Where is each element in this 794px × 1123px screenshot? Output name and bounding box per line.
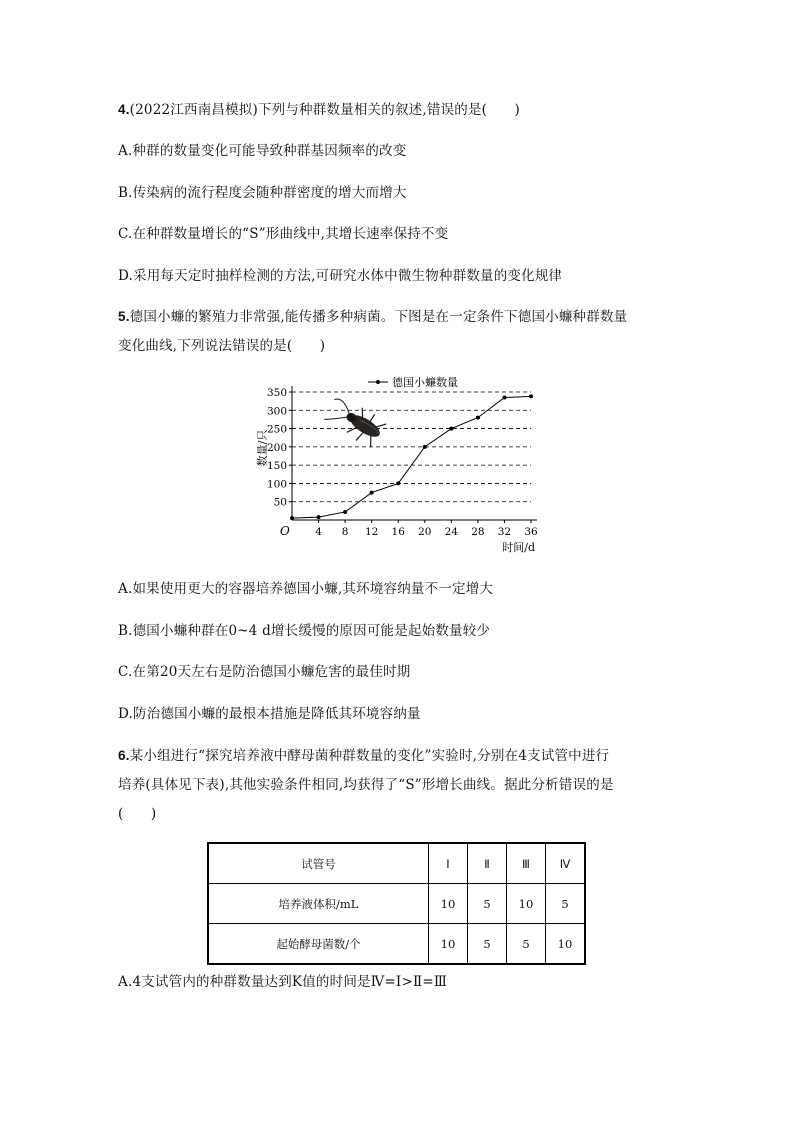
data-point <box>317 515 321 519</box>
y-tick-label: 50 <box>273 496 287 509</box>
chart-x-label: 时间/d <box>502 541 535 554</box>
table-cell: 5 <box>546 884 586 924</box>
legend-label: 德国小蠊数量 <box>392 376 458 389</box>
data-point <box>529 394 533 398</box>
q5-option-c: C.在第20天左右是防治德国小蠊危害的最佳时期 <box>118 664 411 680</box>
table-row <box>208 924 585 965</box>
q6-stem-line1 <box>118 744 609 764</box>
data-point <box>423 445 427 449</box>
q4-stem-line <box>118 98 520 118</box>
q5-option-b: B.德国小蠊种群在0~4 d增长缓慢的原因可能是起始数量较少 <box>118 623 491 639</box>
x-tick-label: 12 <box>364 526 379 538</box>
series-line <box>292 396 531 518</box>
q4-option-b: B.传染病的流行程度会随种群密度的增大而增大 <box>118 185 407 201</box>
q4-number: 4. <box>118 102 130 117</box>
q4-stem: (2022江西南昌模拟)下列与种群数量相关的叙述,错误的是( ) <box>129 102 520 118</box>
q5-number: 5. <box>118 309 130 324</box>
q4-option-a: A.种群的数量变化可能导致种群基因频率的改变 <box>118 143 407 159</box>
experiment-table <box>207 842 586 965</box>
table-header-cell: Ⅰ <box>429 843 468 884</box>
cockroach-image <box>322 392 387 449</box>
q4-option-d: D.采用每天定时抽样检测的方法,可研究水体中微生物种群数量的变化规律 <box>118 268 563 284</box>
q5-option-d: D.防治德国小蠊的最根本措施是降低其环境容纳量 <box>118 706 421 722</box>
q6-stem-line2: 培养(具体见下表),其他实验条件相同,均获得了“S”形增长曲线。据此分析错误的是 <box>118 777 614 793</box>
q5-stem-line2: 变化曲线,下列说法错误的是( ) <box>118 338 326 354</box>
table-cell: 10 <box>546 924 586 965</box>
data-point <box>343 510 347 514</box>
chart-y-label: 数量/只 <box>256 429 269 467</box>
chart-x-ticks <box>315 520 538 538</box>
chart-axes <box>292 386 537 520</box>
x-tick-label: 24 <box>444 526 459 538</box>
table-cell: 5 <box>468 924 507 965</box>
table-header-cell: Ⅳ <box>546 843 586 884</box>
q6-number: 6. <box>118 748 130 763</box>
x-tick-label: 32 <box>497 526 512 538</box>
q6-stem-line3: ( ) <box>118 806 157 822</box>
table-header-cell: 试管号 <box>208 843 429 884</box>
legend-marker <box>376 380 380 384</box>
data-point <box>370 491 374 495</box>
table-row <box>208 884 585 924</box>
table-cell: 10 <box>429 884 468 924</box>
table-cell: 10 <box>507 884 546 924</box>
data-point <box>476 416 480 420</box>
q5-stem-text1: 德国小蠊的繁殖力非常强,能传播多种病菌。下图是在一定条件下德国小蠊种群数量 <box>129 309 628 325</box>
y-tick-label: 200 <box>266 441 287 454</box>
table-cell: 10 <box>429 924 468 965</box>
data-point <box>290 516 294 520</box>
q6-stem-text1: 某小组进行“探究培养液中酵母菌种群数量的变化”实验时,分别在4支试管中进行 <box>129 748 610 764</box>
x-tick-label: 36 <box>524 526 538 538</box>
table-cell: 5 <box>468 884 507 924</box>
table-header-cell: Ⅱ <box>468 843 507 884</box>
table-header-cell: Ⅲ <box>507 843 546 884</box>
y-tick-label: 100 <box>266 478 287 491</box>
table-cell: 培养液体积/mL <box>208 884 429 924</box>
q4-option-c: C.在种群数量增长的“S”形曲线中,其增长速率保持不变 <box>118 226 449 242</box>
y-tick-label: 350 <box>266 387 287 399</box>
data-point <box>502 395 506 399</box>
chart-y-ticks <box>267 387 292 509</box>
data-point <box>396 481 400 485</box>
table-cell: 起始酵母菌数/个 <box>208 924 429 965</box>
x-tick-label: 4 <box>315 526 322 538</box>
x-tick-label: 28 <box>471 526 485 538</box>
chart-series <box>290 394 533 520</box>
x-tick-label: 8 <box>341 526 349 538</box>
chart-gridlines <box>292 392 531 502</box>
population-line-chart <box>255 370 545 560</box>
chart-origin-label: O <box>280 524 290 538</box>
table-header-row <box>208 843 585 884</box>
q6-option-a: A.4支试管内的种群数量达到K值的时间是Ⅳ=Ⅰ>Ⅱ=Ⅲ <box>118 974 448 990</box>
chart-legend <box>368 375 458 389</box>
y-tick-label: 150 <box>266 460 287 473</box>
x-tick-label: 20 <box>418 526 432 538</box>
q5-stem-line1 <box>118 305 627 325</box>
q5-option-a: A.如果使用更大的容器培养德国小蠊,其环境容纳量不一定增大 <box>118 581 494 597</box>
x-tick-label: 16 <box>391 526 405 538</box>
y-tick-label: 250 <box>266 423 287 436</box>
y-tick-label: 300 <box>266 405 287 418</box>
table-cell: 5 <box>507 924 546 965</box>
data-point <box>449 427 453 431</box>
